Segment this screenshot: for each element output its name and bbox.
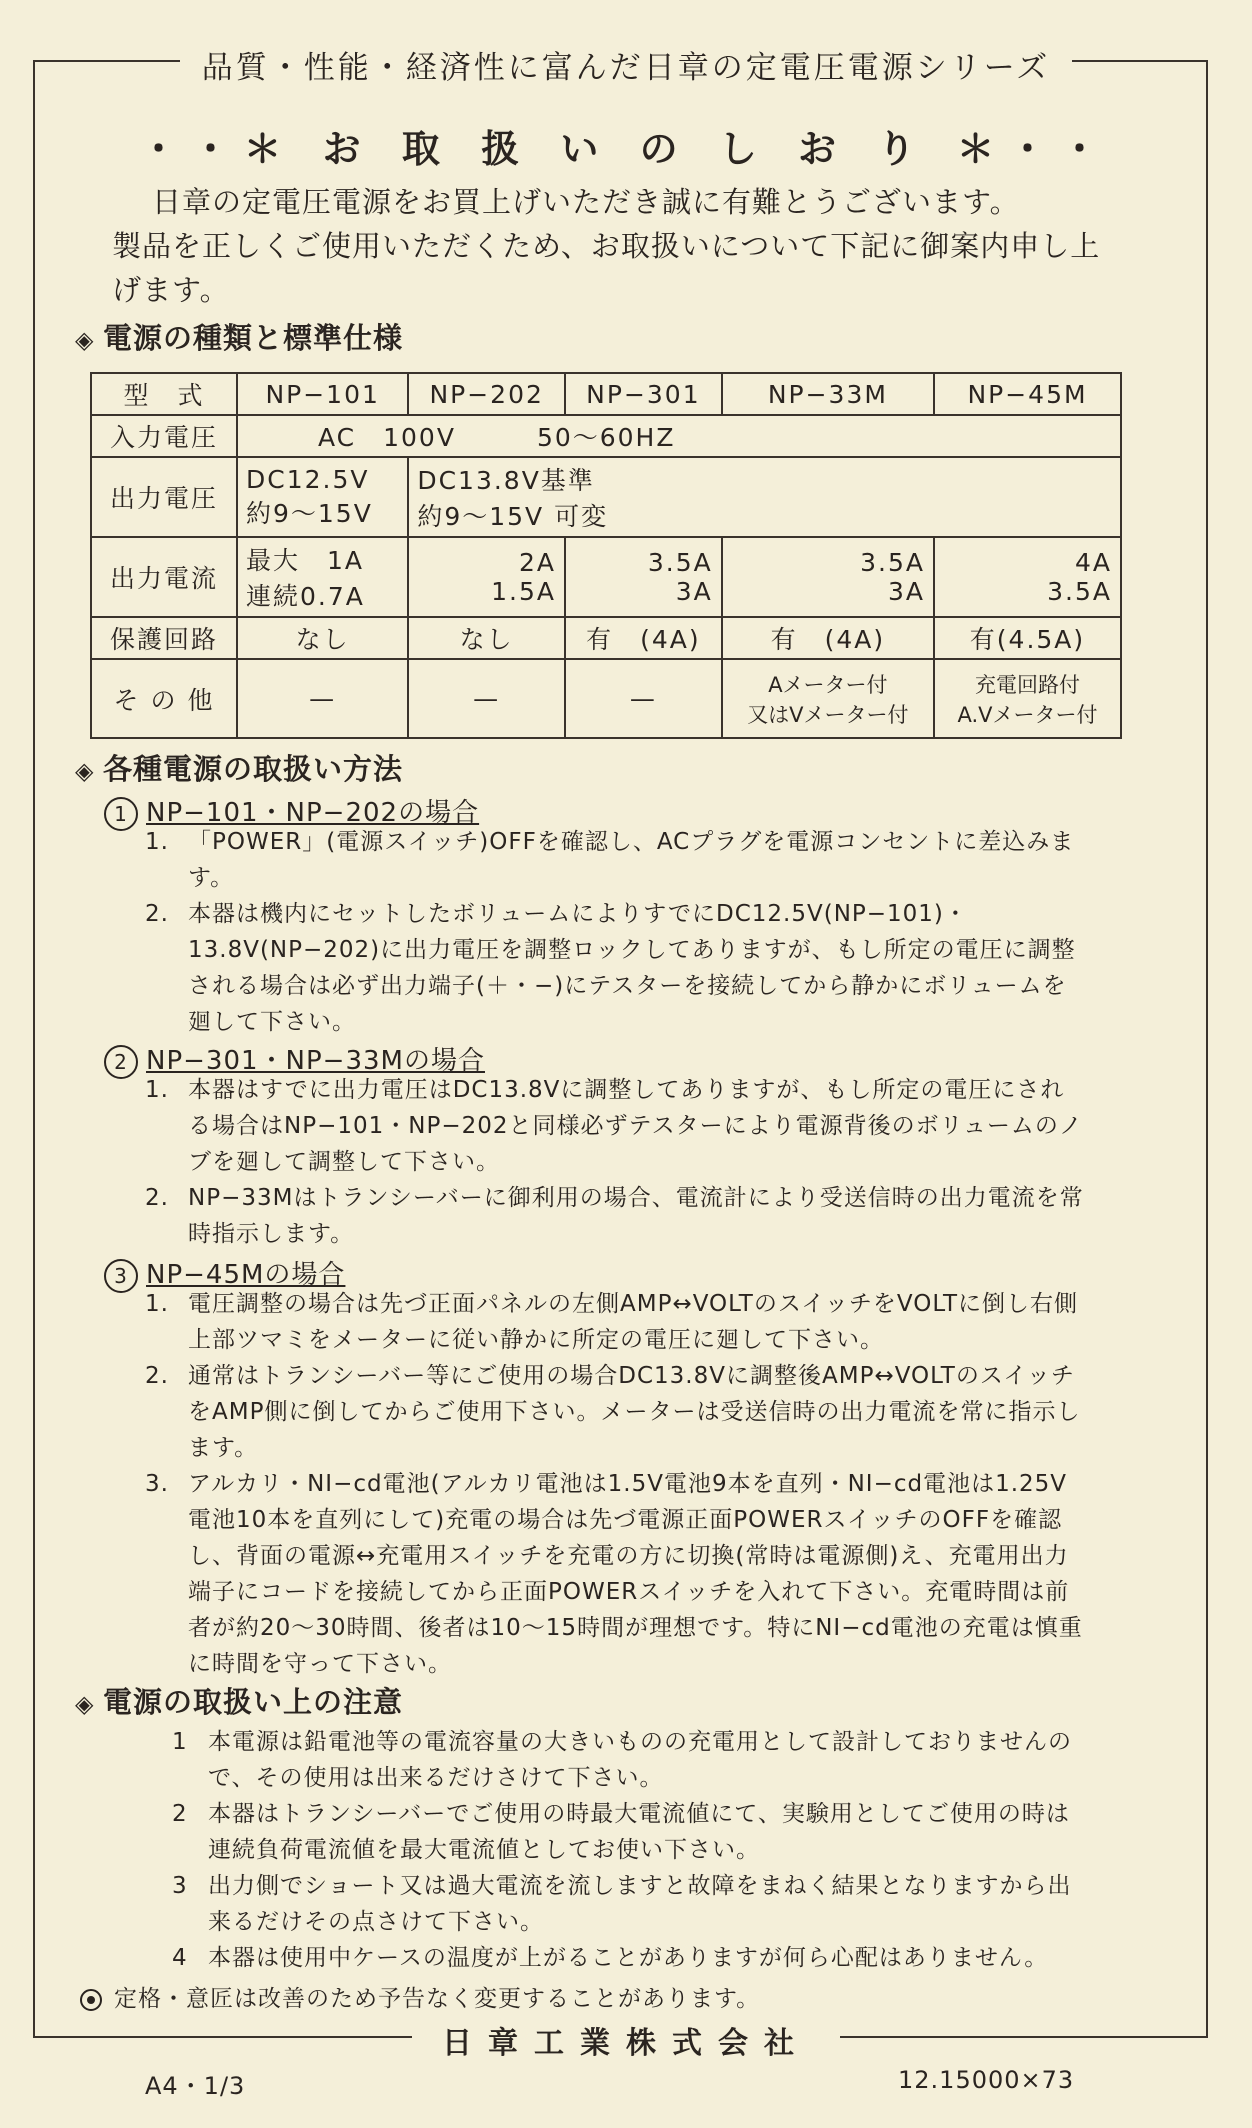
model-label: 型 式: [91, 373, 237, 415]
list-item: 2. 本器は機内にセットしたボリュームによりすでにDC12.5V(NP−101)・13.8V(NP−202)に出力電圧を調整ロックしてありますが、もし所定の電圧に調整される場合は必ず出力端子(＋・−)にテスターを接続してから静かにボリュームを廻して下さい。: [145, 901, 1076, 1035]
list-item: 3 出力側でショート又は過大電流を流しますと故障をまねく結果となりますから出来るだけその点さけて下さい。: [172, 1873, 1072, 1935]
current-np301: 3.5A 3A: [565, 537, 722, 617]
other-np301: —: [565, 659, 722, 738]
list-item: 2 本器はトランシーバーでご使用の時最大電流値にて、実験用としてご使用の時は連続負荷電流値を最大電流値としてお使い下さい。: [172, 1801, 1070, 1863]
table-row-protection: [91, 617, 1121, 659]
output-voltage-others: DC13.8V基準 約9〜15V 可変: [408, 457, 1121, 537]
other-np101: —: [237, 659, 408, 738]
model-np45m: NP−45M: [934, 373, 1121, 415]
intro-paragraph: [112, 180, 1112, 312]
other-np33m: Aメーター付 又はVメーター付: [722, 659, 934, 738]
subsection-np101-np202: 1 NP−101・NP−202の場合: [104, 792, 479, 831]
other-np45m: 充電回路付 A.Vメーター付: [934, 659, 1121, 738]
circled-number: 2: [104, 1045, 138, 1079]
list-item: 2. NP−33Mはトランシーバーに御利用の場合、電流計により受送信時の出力電流を常時指示します。: [145, 1185, 1084, 1247]
table-row-output-current: [91, 537, 1121, 617]
section-usage-heading: ◈ 各種電源の取扱い方法: [75, 752, 404, 786]
company-name: 日章工業株式会社: [0, 2018, 1252, 2062]
diamond-bullet-icon: ◈: [75, 326, 95, 354]
model-np301: NP−301: [565, 373, 722, 415]
list-item: 4 本器は使用中ケースの温度が上がることがありますが何ら心配はありません。: [172, 1945, 1049, 1971]
intro-line-2: 製品を正しくご使用いただくため、お取扱いについて下記に御案内申し上げます。: [112, 229, 1101, 307]
input-label: 入力電圧: [91, 415, 237, 457]
output-current-label: 出力電流: [91, 537, 237, 617]
table-row-model: [91, 373, 1121, 415]
input-value: AC 100V 50〜60HZ: [237, 415, 1121, 457]
protection-np301: 有 (4A): [565, 617, 722, 659]
current-np101: 最大 1A 連続0.7A: [237, 537, 408, 617]
subsection-np45m: 3 NP−45Mの場合: [104, 1254, 345, 1293]
list-item: 2. 通常はトランシーバー等にご使用の場合DC13.8Vに調整後AMP↔VOLTのスイッチをAMP側に倒してからご使用下さい。メーターは受送信時の出力電流を常に指示します。: [145, 1363, 1081, 1461]
current-np33m: 3.5A 3A: [722, 537, 934, 617]
table-row-other: [91, 659, 1121, 738]
circled-number: 3: [104, 1259, 138, 1293]
list-item: 1. 本器はすでに出力電圧はDC13.8Vに調整してありますが、もし所定の電圧にされる場合はNP−101・NP−202と同様必ずテスターにより電源背後のボリュームのノブを廻して調整して下さい。: [145, 1077, 1083, 1175]
intro-line-1: 日章の定電圧電源をお買上げいただき誠に有難とうございます。: [152, 185, 1020, 219]
bullseye-icon: [80, 1989, 102, 2011]
output-voltage-label: 出力電圧: [91, 457, 237, 537]
output-voltage-np101: DC12.5V 約9〜15V: [237, 457, 408, 537]
protection-np33m: 有 (4A): [722, 617, 934, 659]
circled-number: 1: [104, 797, 138, 831]
list-item: 1. 電圧調整の場合は先づ正面パネルの左側AMP↔VOLTのスイッチをVOLTに倒し右側上部ツマミをメーターに従い静かに所定の電圧に廻して下さい。: [145, 1291, 1079, 1353]
current-np202: 2A 1.5A: [408, 537, 565, 617]
diamond-bullet-icon: ◈: [75, 757, 95, 785]
diamond-bullet-icon: ◈: [75, 1690, 95, 1718]
protection-label: 保護回路: [91, 617, 237, 659]
section-spec-heading: ◈ 電源の種類と標準仕様: [75, 321, 404, 355]
main-title: ・・＊ お 取 扱 い の し お り ＊・・: [139, 127, 1113, 171]
list-item: 1. 「POWER」(電源スイッチ)OFFを確認し、ACプラグを電源コンセントに差込みます。: [145, 829, 1075, 891]
current-np45m: 4A 3.5A: [934, 537, 1121, 617]
list-item: 1 本電源は鉛電池等の電流容量の大きいものの充電用として設計しておりませんので、その使用は出来るだけさけて下さい。: [172, 1729, 1072, 1791]
other-np202: —: [408, 659, 565, 738]
table-row-output-voltage: [91, 457, 1121, 537]
footnote: 定格・意匠は改善のため予告なく変更することがあります。: [80, 1980, 760, 2013]
protection-np202: なし: [408, 617, 565, 659]
protection-np45m: 有(4.5A): [934, 617, 1121, 659]
subsection-np301-np33m: 2 NP−301・NP−33Mの場合: [104, 1040, 485, 1079]
protection-np101: なし: [237, 617, 408, 659]
series-title: 品質・性能・経済性に富んだ日章の定電圧電源シリーズ: [0, 42, 1252, 87]
model-np33m: NP−33M: [722, 373, 934, 415]
other-label: そ の 他: [91, 659, 237, 738]
doc-code: A4・1/3: [145, 2072, 246, 2100]
list-item: 3. アルカリ・NI−cd電池(アルカリ電池は1.5V電池9本を直列・NI−cd電池は1.25V電池10本を直列にして)充電の場合は先づ電源正面POWERスイッチのOFFを確認し、背面の電源↔充電用スイッチを充電の方に切換(常時は電源側)え、充電用出力端子にコードを接続してから正面POWERスイッチを入れて下さい。充電時間は前者が約20〜30時間、後者は10〜15時間が理想です。特にNI−cd電池の充電は慎重に時間を守って下さい。: [145, 1471, 1083, 1677]
section-caution-heading: ◈ 電源の取扱い上の注意: [75, 1685, 404, 1719]
print-code: 12.15000×73: [898, 2066, 1075, 2094]
spec-table: [90, 372, 1122, 739]
table-row-input: [91, 415, 1121, 457]
model-np101: NP−101: [237, 373, 408, 415]
model-np202: NP−202: [408, 373, 565, 415]
